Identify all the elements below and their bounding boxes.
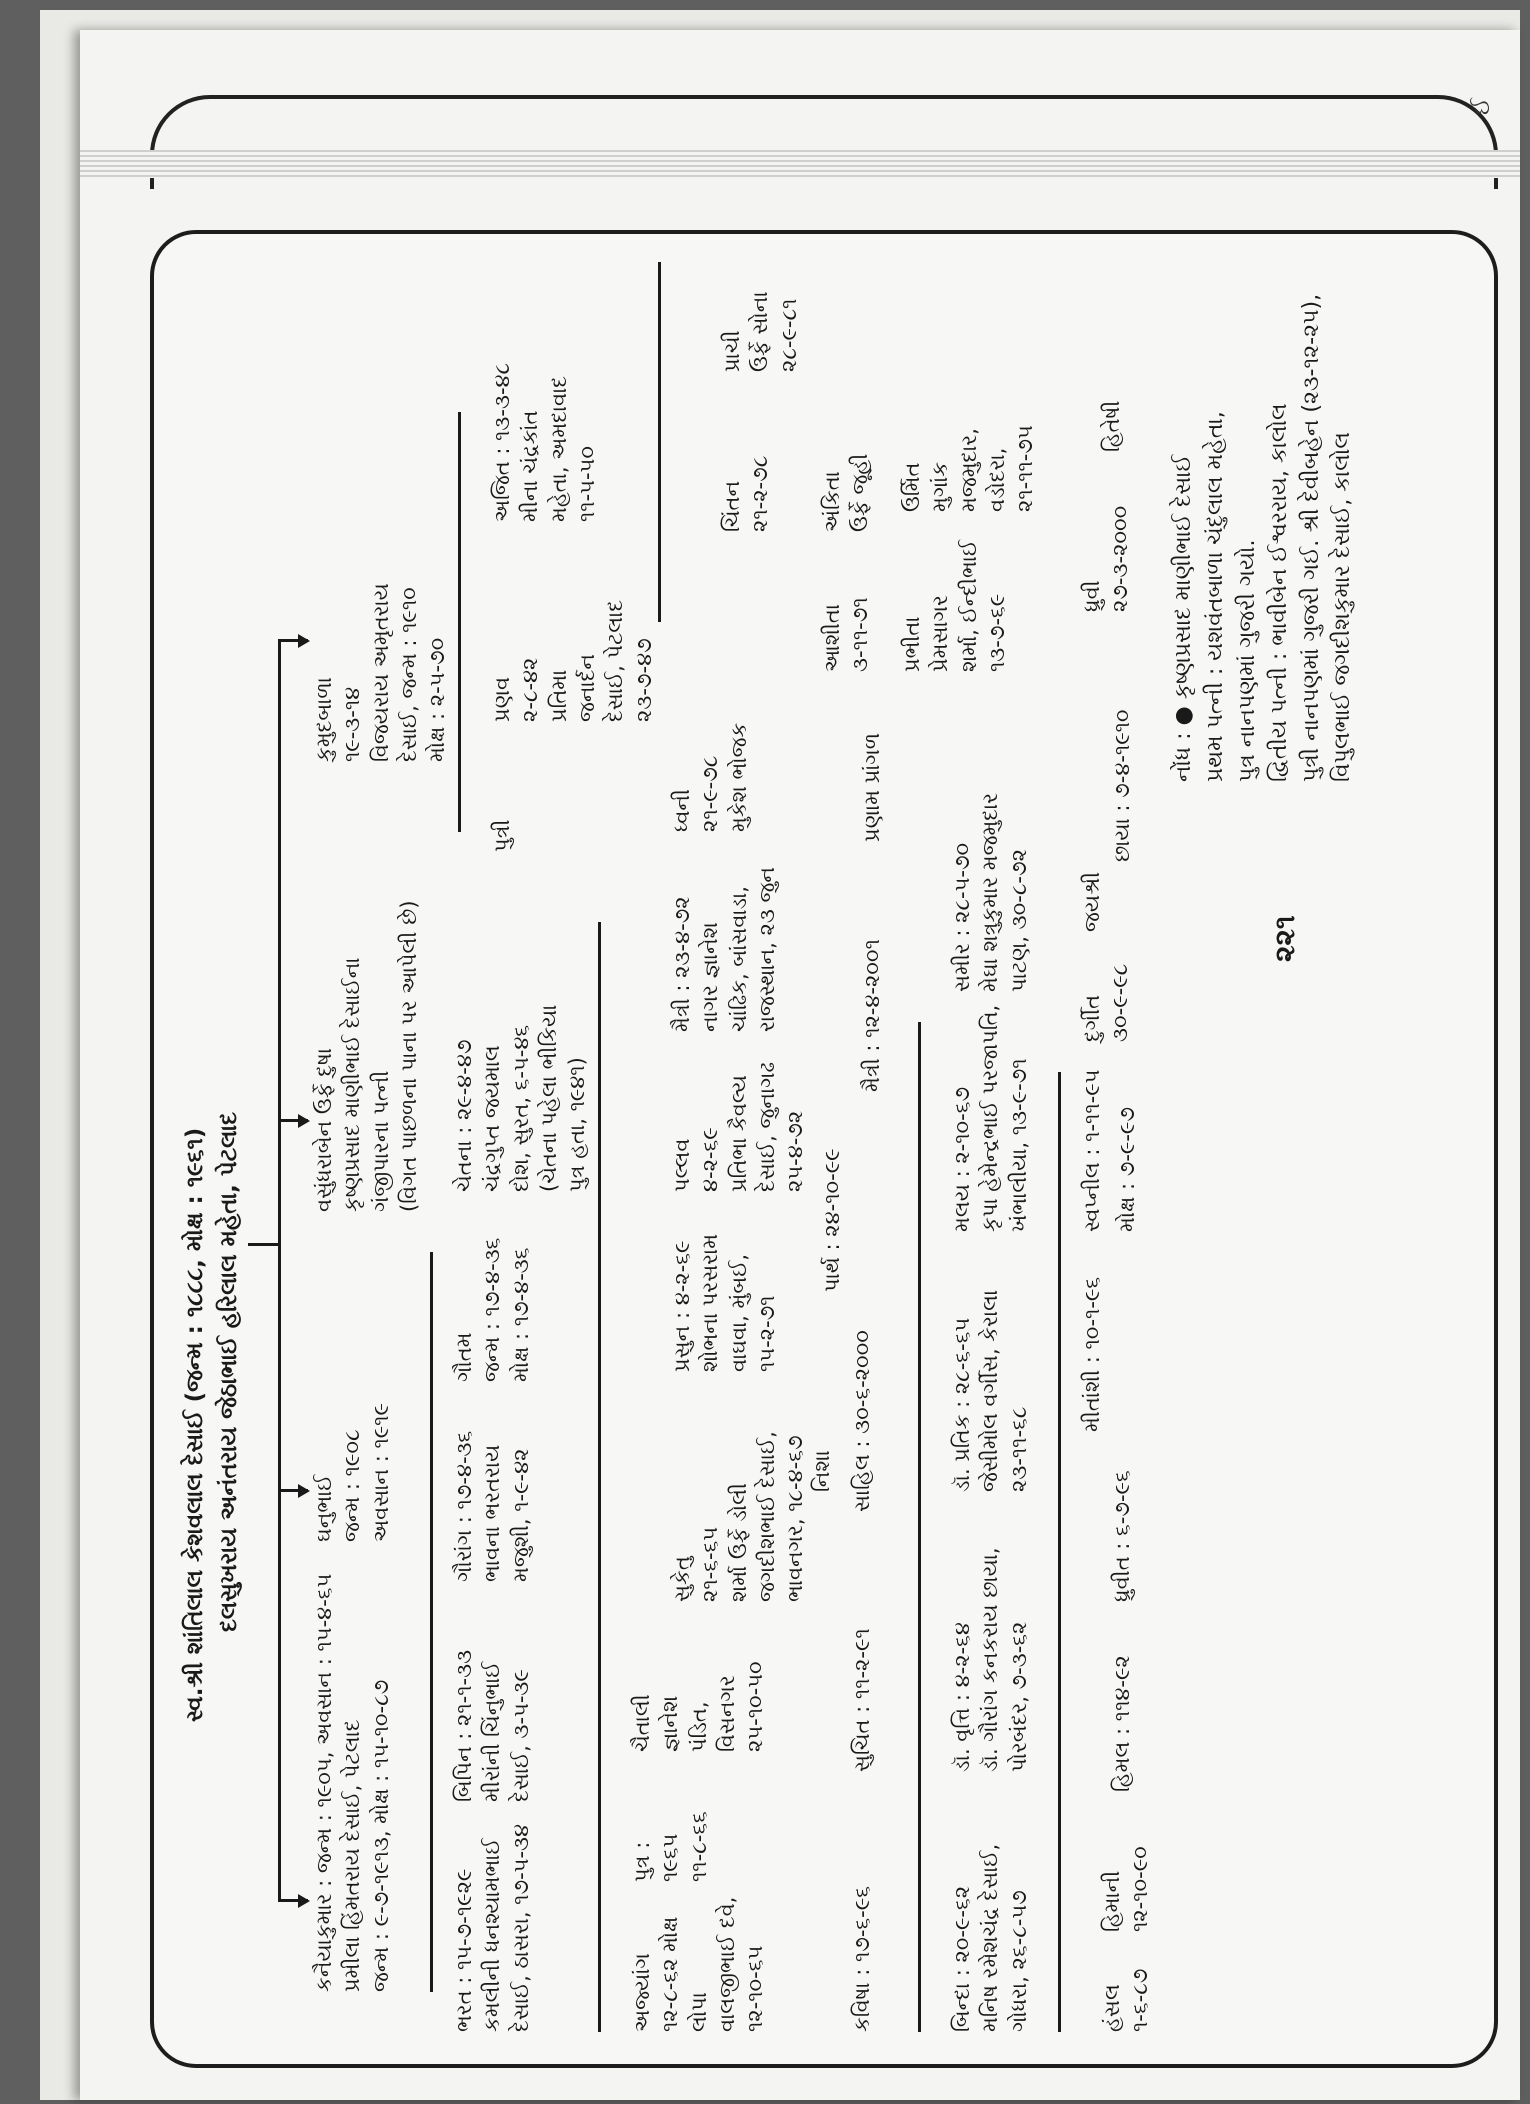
margin-char: ઈ (1470, 98, 1495, 115)
gen2-person: ગૌરાંગ : ૧૭-૪-૩૬ ભાવના ભરતરાય મજુશી, ૧-૯-૪૨ (452, 1430, 533, 1582)
gen6-person: હિમાની ૧૨-૧૦-૯૦ (1100, 1846, 1153, 1932)
gen3-person: મૈત્રી : ૨૩-૪-૭૨ નાગર જ્ઞાનેશ ચાંઢિક, બાંસવાડા, રાજસ્થાન, ૨૩ જુન (670, 866, 780, 1032)
gen2-person: ભરત : ૧૫-૭-૧૯૨૯ કમલીની ધનશ્યામભાઈ દેસાઈ, ઠાસરા, ૧૭-૫-૩૪ (452, 1823, 533, 2032)
connector (1058, 1072, 1061, 2032)
gen3-person: ધ્વની ૨૧-૯-૭૮ મુકેશ ભોજક (670, 722, 751, 832)
gen5-person: ડૉ. વૃત્તિ : ૪-૨-૬૪ ડૉ. ગૌરાંગ કનકરાય છાયા, પોરબંદર, ૭-૩-૬૨ (950, 1547, 1031, 1772)
gen4-person: મૈત્રી : ૧૨-૪-૨૦૦૧ (860, 939, 884, 1092)
connector (278, 642, 281, 1902)
gen5-person: ડૉ. પ્રતિક : ૨૮-૬-૬૫ જેસીમોલ વર્ગીસ, કેરાલા ૨૩-૧૧-૬૮ (950, 1289, 1031, 1492)
gen2-person: બિપિન : ૨૧-૧-૩૩ મીરાંની ચિંનુભાઈ દેસાઈ, ૩-૫-૩૯ (452, 1649, 533, 1802)
gen4-person: આશીતા ૩-૧૧-૭૧ (820, 597, 873, 672)
connector (658, 262, 661, 622)
connector (918, 1022, 921, 2032)
gen4-person: સાહિલ : ૩૦-૬-૨૦૦૦ (850, 1330, 874, 1512)
gen3-person: પલ્લવ ૪-૨-૬૯ પ્રતિભા કૈવલ્ય દેસાઈ, જુનાગઢ ૨૫-૪-૭૨ (670, 1062, 808, 1192)
gen3-person: સુકેતુ ૨૧-૬-૬૫ શર્મા ઉર્ફે ડોલી જગદીશભાઈ દેસાઈ, ભાવનગર, ૧૮-૪-૬૭ (670, 1431, 808, 1602)
gen2-person: પુત્રી (490, 819, 514, 852)
gen5-person: પ્રભીતા પ્રેમસાગર શર્મા, ઈન્દીભાઈ ૧૩-૭-૬૯ (900, 539, 1010, 672)
gen6-person: છાયા : ૭-૪-૧૯૧૦ (1110, 709, 1134, 862)
gen6-person: હંસલ ૧-૬-૮૭ (1100, 1968, 1153, 2032)
connector (598, 922, 601, 2032)
gen1-person: ઘનુભાઈ જન્મ : ૧૯૦૮ અવસાન : ૧૯૧૯ (312, 1403, 393, 1542)
tree-root-title: સ્વ.શ્રી શાંતિલાલ કેશવલાલ દેસાઈ (જન્મ : ૧૮૮૮, મોક્ષ : ૧૯૬૧) (182, 1127, 208, 1722)
gen6-person: ધ્રુવીત : ૬-૭-૯૬ (1110, 1470, 1134, 1602)
notes: નોંધ : ● કૃષ્ણપ્રસાદ માણીભાઈ દેસાઈ પ્રથમ પત્ની : યશવંતબાળા ચંદુલાલ મહેતા, પુત્ર નાનપણમાં ગુજરી ગયો. દ્વિતીય પત્ની : ભાવીબેન ઈશ્વરરાય, કાલોલ પુત્રી નાનપણમાં ગુજરી ગઈ. શ્રી દેવીબહેન (૨૩-૧૨-૨૫), વિપુલભાઈ જગદીશકુમાર દેસાઈ, કાલોલ (1171, 293, 1356, 782)
gen4-person: કવિષા : ૧૭-૬-૯૬ (850, 1886, 874, 2032)
connector (278, 1489, 308, 1492)
gen6-person: દુર્ગીત ૩૦-૯-૯૮ (1080, 963, 1133, 1042)
connector (248, 1243, 278, 1246)
connector (430, 1252, 433, 1992)
gen6-person: હિમલ : ૧૧૪-૯૨ (1110, 1655, 1134, 1792)
gen6-person: જયશ્રી (1080, 871, 1104, 932)
gen4-person: પ્રણામ પ્રાંગળ (860, 732, 884, 842)
connector (278, 1119, 308, 1122)
gen4-person: પ્રાચી ઉર્ફે સોના ૨૮-૯-૮૧ (720, 291, 801, 372)
gen3-person: ચૈતાલી જ્ઞાનેશ પંડિત, વિસનગર ૨૫-૧૦-૫૦ (630, 1661, 768, 1752)
gen5-person: સમીર : ૨૮-૫-૭૦ મેઘા શત્રુકુમાર મજમુદાર પાટણ, ૩૦-૮-૭૨ (950, 792, 1031, 992)
gen1-person: કુમુદબાળા ૧૯-૩-૧૪ વિજયરાય અમૃતરાય દેસાઈ, જન્મ : ૧૯૧૦ મોક્ષ : ૨-૫-૭૦ (312, 583, 450, 762)
gen5-person: ઉર્મિત મુગાંક મજમુદાર, વડોદરા, ૨૧-૧૧-૭૫ (900, 425, 1038, 512)
gen1-person: કનૈયાકુમાર : જન્મ : ૧૯૦૫, અવસાન : ૧૫-૪-૬૫ પ્રમીલા હિંમતરાય દેસાઈ, પેટલાદ જન્મ : ૯-૭-૧૯૧૩, મોક્ષ : ૧૫-૧૦-૮૭ (312, 1573, 393, 1992)
tree-root-subtitle: દલસુખરાય અનંતરાય જેઠાભાઈ હરિલાલ મહેતા, પેટલાદ (216, 1111, 242, 1632)
gen6-person: મીતાંશી : ૧૦-૧-૯૬ (1080, 1276, 1104, 1432)
gen4-person: નિશા (810, 1450, 834, 1492)
gen6-person: હિતેષી (1100, 400, 1124, 452)
page-fold (80, 150, 1520, 178)
gen4-person: સુચિત : ૧૧-૨-૯૧ (850, 1628, 874, 1772)
page-number: ૨૨૧ (1268, 915, 1301, 962)
gen2-person: ચેતના : ૨૯-૪-૪૭ ચંદ્રગુપ્ત જયમાલ દોશ, સુરત, ૬-૫-૪૬ (ચેતના પહેલા ભીકિયા પુત્ર હતા, ૧૯૪૧) (452, 1004, 590, 1192)
gen6-person: સ્વપ્નીલ : ૧-૧૧-૯૫ (1080, 1069, 1104, 1232)
gen5-person: બિન્દા : ૨૦-૯-૬૨ મનિષ રમેશચંદ્ર દેસાઈ, ગોધરા, ૨૬-૮-૫૭ (950, 1843, 1031, 2032)
gen6-person: ધ્રુવી ૨૭-૩-૨૦૦૦ (1080, 505, 1133, 612)
gen2-person: પ્રણવ ૨-૮-૪૨ પ્રતિમા જનાર્દન દેસાઈ, પેટલાદ ૨૩-૭-૪૭ (490, 599, 656, 722)
family-tree (158, 238, 1482, 2052)
connector (278, 1899, 308, 1902)
gen2-person: ગૌતમ જન્મ : ૧૭-૪-૩૬ મોક્ષ : ૧૭-૪-૩૬ (452, 1237, 533, 1382)
gen1-person: વસુંધરાબેન ઉર્ફે દુષા કૃષ્ણપ્રસાદ માણીભાઈ દેસાઈના ગંજીપારના પત્ની (વિગત પાછળના પાના પર આપેલી છે) (312, 900, 422, 1212)
gen6-person: મોક્ષ : ૭-૯-૯૭ (1115, 1107, 1139, 1232)
connector (278, 639, 308, 642)
gen4-person: પાર્થ : ૨૪-૧૦-૯૯ (820, 1148, 844, 1292)
gen4-person: અંકિતા ઉર્ફે જૂહી (820, 453, 873, 532)
gen3-person: અજ્યાંગ ૧૨-૮-૬૨ મોક્ષ લોપા વાલજીભાઈ દવે, ૧૨-૧૦-૬૫ (630, 1896, 768, 2032)
gen2-person: અજિત : ૧૩-૩-૪૮ મીના ચંદ્રકાંત મહેતા, અમદાવાદ ૧૧-૫-૫૦ (490, 362, 600, 522)
gen4-person: ચિંતન ૨૧-૨-૭૮ (720, 455, 773, 532)
connector (458, 412, 461, 832)
gen3-person: પુત્ર : ૧૯૬૫ ૧૧-૮-૬૬ (630, 1811, 711, 1882)
gen5-person: મલય : ૨-૧૦-૬૭ કૃપા હેમેન્દ્રભાઈ પરજાપતિ, ખંભાલીયા, ૧૩-૯-૭૧ (950, 1004, 1031, 1232)
gen3-person: પ્રસુન : ૪-૨-૬૯ શોભના પરસરામ વાઘવા, મુંબઈ, ૧૫-૨-૭૧ (670, 1233, 780, 1372)
